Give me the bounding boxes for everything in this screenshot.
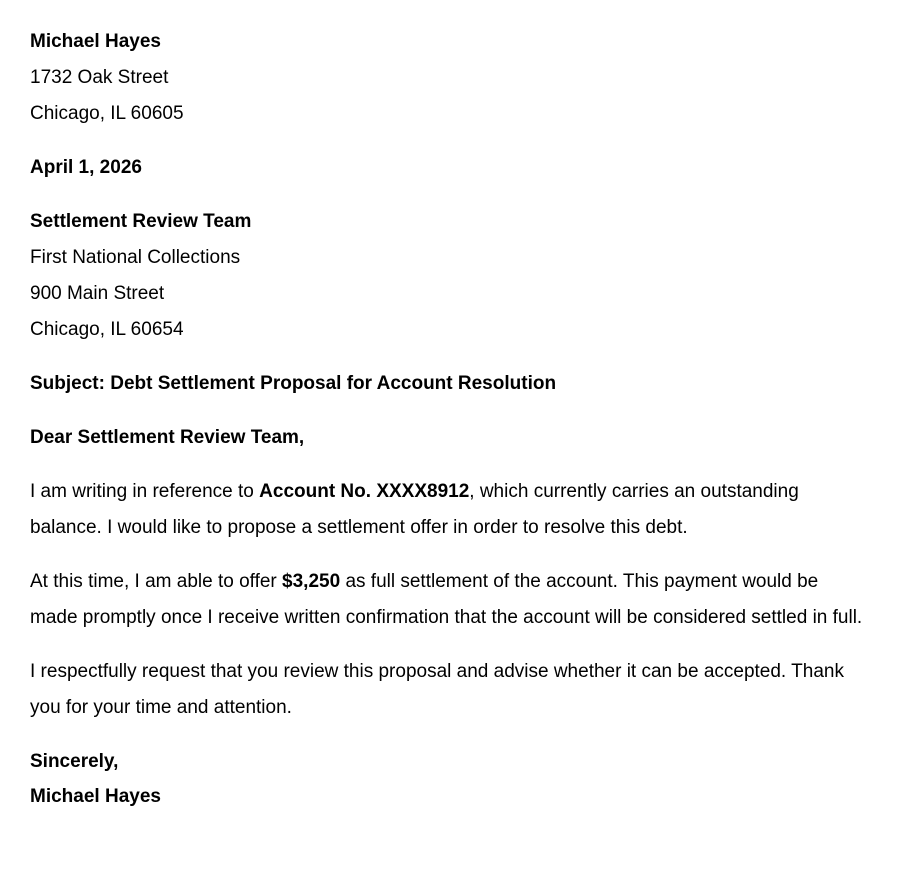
valediction: Sincerely, [30,751,119,772]
subject-line: Subject: Debt Settlement Proposal for Account Resolution [30,373,557,394]
settlement-amount: $3,250 [282,571,341,592]
body-paragraph-1 [30,474,870,546]
paragraph-2-text-part-2: as full settlement of the account. This payment would be made promptly once I receive written confirmation that the account will be considered settled in full. [30,571,863,628]
signature-name: Michael Hayes [30,786,161,807]
sender-address-block [30,24,870,132]
paragraph-1-text-part-2: , which currently carries an outstanding balance. I would like to propose a settlement offer in order to resolve this debt. [30,481,799,538]
recipient-address-block [30,204,870,348]
recipient-city-state-zip: Chicago, IL 60654 [30,319,184,340]
sender-street: 1732 Oak Street [30,67,169,88]
account-number: Account No. XXXX8912 [259,481,470,502]
subject-block [30,366,870,402]
recipient-team: Settlement Review Team [30,211,252,232]
sender-city-state-zip: Chicago, IL 60605 [30,103,184,124]
closing-block [30,744,870,814]
salutation: Dear Settlement Review Team, [30,427,305,448]
body-paragraph-2 [30,564,870,636]
salutation-block [30,420,870,456]
letter-date: April 1, 2026 [30,157,142,178]
sender-name: Michael Hayes [30,31,161,52]
date-block [30,150,870,186]
paragraph-1-text-part-1: I am writing in reference to [30,481,260,502]
recipient-street: 900 Main Street [30,283,165,304]
recipient-company: First National Collections [30,247,241,268]
paragraph-2-text-part-1: At this time, I am able to offer [30,571,283,592]
body-paragraph-3: I respectfully request that you review this proposal and advise whether it can be accepted. Thank you for your time and attention. [30,661,844,718]
